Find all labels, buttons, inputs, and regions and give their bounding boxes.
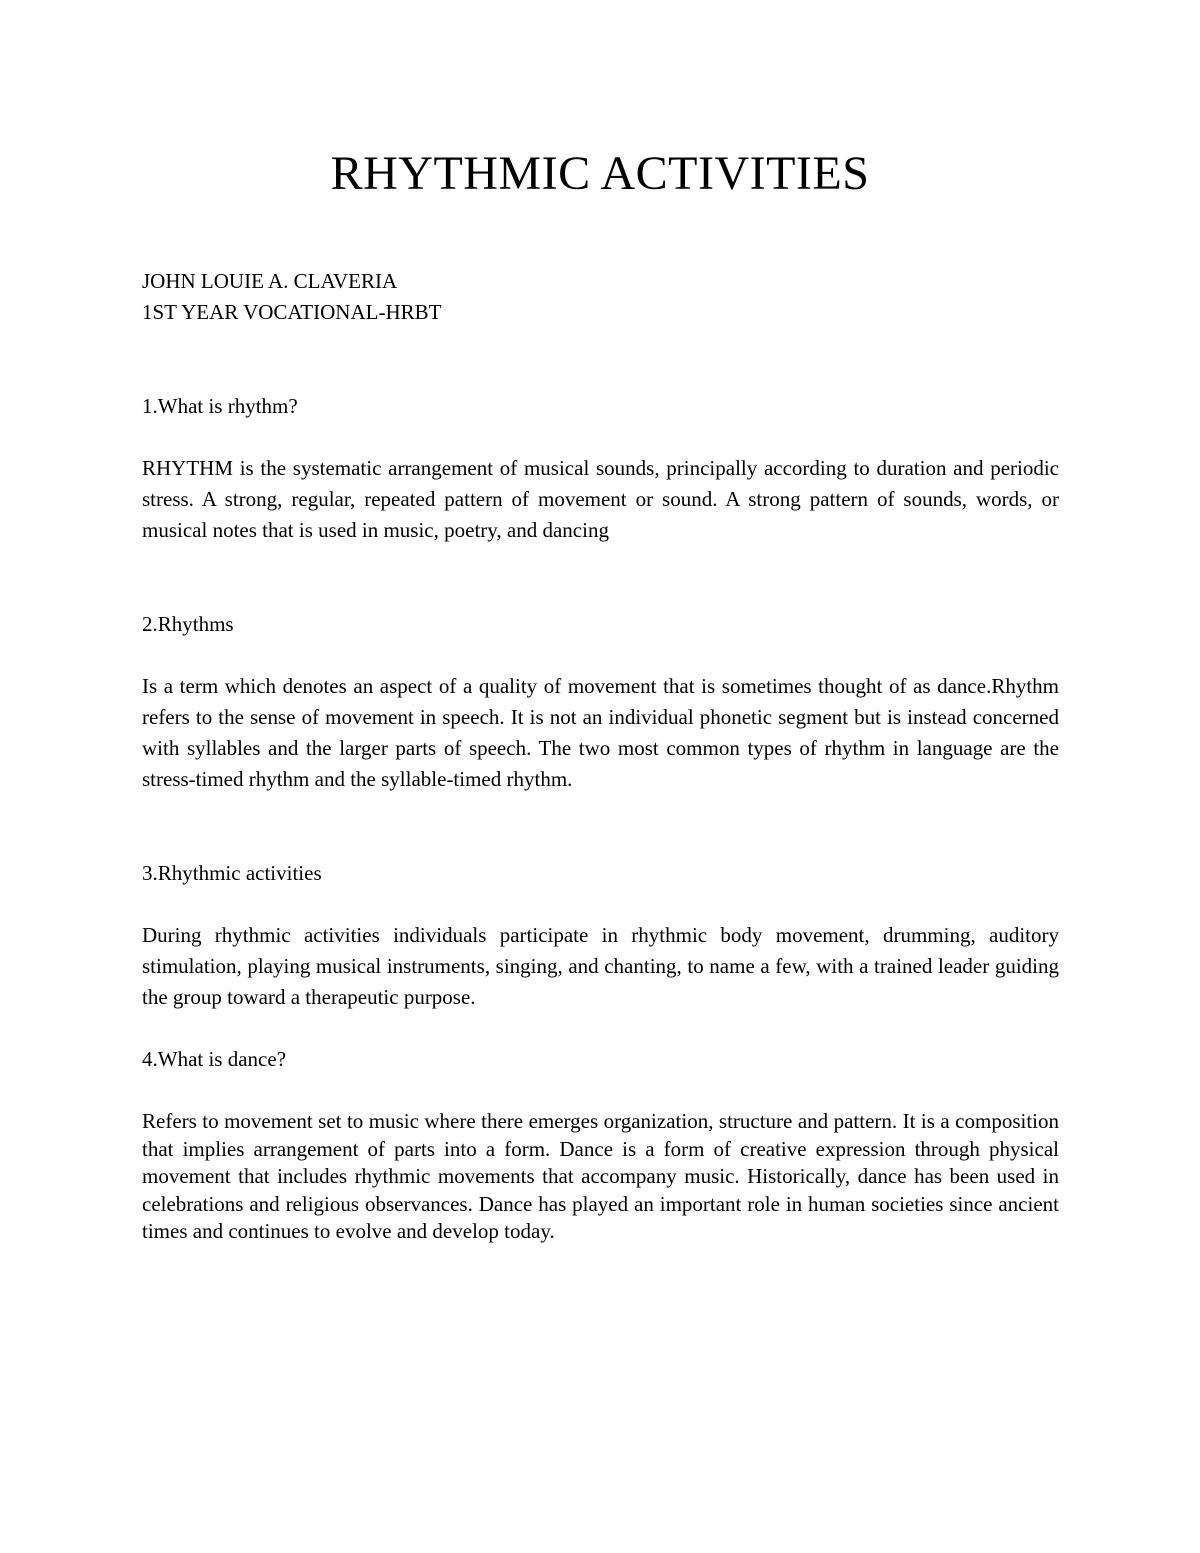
section-body-what-is-rhythm: RHYTHM is the systematic arrangement of musical sounds, principally according to duration and periodic stress. A strong, regular, repeated pattern of movement or sound. A strong pattern of sounds, words, or musical notes that is used in music, poetry, and dancing (142, 456, 1059, 542)
section-body-what-is-dance: Refers to movement set to music where there emerges organization, structure and pattern. It is a composition that implies arrangement of parts into a form. Dance is a form of creative expression through physical movement that includes rhythmic movements that accompany music. Historically, dance has been used in celebrations and religious observances. Dance has played an important role in human societies since ancient times and continues to evolve and develop today. (142, 1109, 1059, 1243)
document-title: RHYTHMIC ACTIVITIES (330, 147, 870, 200)
author-name: JOHN LOUIE A. CLAVERIA (142, 269, 398, 293)
section-heading-what-is-rhythm: 1.What is rhythm? (142, 394, 298, 418)
section-body-rhythmic-activities: During rhythmic activities individuals participate in rhythmic body movement, drumming, auditory stimulation, playing musical instruments, singing, and chanting, to name a few, with a trained leader guiding the group toward a therapeutic purpose. (142, 923, 1059, 1009)
section-heading-what-is-dance: 4.What is dance? (142, 1047, 287, 1071)
section-body-rhythms: Is a term which denotes an aspect of a quality of movement that is sometimes thought of as dance.Rhythm refers to the sense of movement in speech. It is not an individual phonetic segment but is instead concerned with syllables and the larger parts of speech. The two most common types of rhythm in language are the stress-timed rhythm and the syllable-timed rhythm. (142, 674, 1059, 791)
author-course: 1ST YEAR VOCATIONAL-HRBT (142, 300, 442, 324)
section-heading-rhythms: 2.Rhythms (142, 612, 234, 636)
author-block (142, 266, 441, 328)
section-heading-rhythmic-activities: 3.Rhythmic activities (142, 861, 322, 885)
